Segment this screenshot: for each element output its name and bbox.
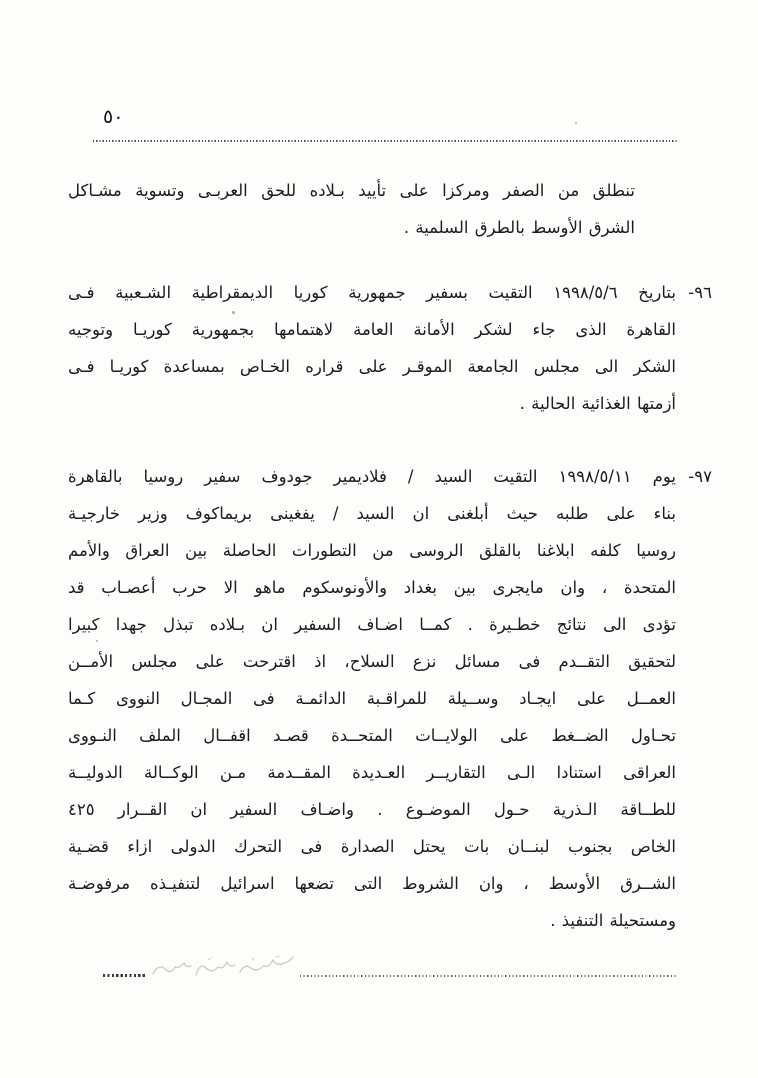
text-line: الشرق الأوسط بالطرق السلمية .: [403, 218, 635, 237]
page-body-text: [68, 172, 712, 939]
paragraph-item-97: [68, 458, 712, 939]
text-line: ومستحيلة التنفيذ .: [550, 911, 676, 930]
text-line: العمــل على ايجـاد وســيلة للمراقـبة الدائمـة فى المجـال النووى كـما: [68, 689, 676, 708]
text-line: روسيا كلفه ابلاغنا بالقلق الروسى من التطورات الحاصلة بين العراق والأمم: [68, 541, 676, 560]
scan-speck: [575, 122, 577, 124]
item-number-97: ٩٧-: [688, 467, 712, 486]
text-line: العراقى استنادا الـى التقاريــر العـديدة المقــدمة مـن الوكــالة الدوليــة: [68, 763, 676, 782]
text-line: المتحدة ، وان مايجرى بين بغداد والأونوسكوم ماهو الا حرب أعصـاب قد: [68, 578, 676, 597]
footer-rule: [300, 975, 678, 977]
scan-speck: [232, 311, 235, 314]
text-line: للطــاقة الـذرية حـول الموضـوع . واضـاف السفير ان القــرار ٤٢٥: [68, 800, 676, 819]
item-96-lines: [68, 274, 676, 422]
text-line: تؤدى الى نتائج خطـيرة . كمــا اضـاف السفير ان بـلاده تبذل جهدا كبيرا: [68, 615, 676, 634]
page-number: ٥٠: [103, 106, 124, 128]
text-line: يوم ١٩٩٨/٥/١١ التقيت السيد / فلاديمير جودوف سفير روسيا بالقاهرة: [68, 467, 676, 486]
text-line: تحـاول الضــغط على الولايــات المتحــدة قصـد اقفــال الملف النـووى: [68, 726, 676, 745]
text-line: لتحقيق التقــدم فى مسائل نزع السلاح، اذ اقترحت على مجلس الأمــن: [68, 652, 676, 671]
text-line: بناء على طلبه حيث أبلغنى ان السيد / يفغينى بريماكوف وزير خارجيـة: [68, 504, 676, 523]
text-line: الشكر الى مجلس الجامعة الموقـر على قراره الخـاص بمساعدة كوريـا فـى: [68, 357, 676, 376]
text-line: أزمتها الغذائية الحالية .: [519, 394, 676, 413]
text-line: تنطلق من الصفر ومركزا على تأييد بـلاده للحق العربـى وتسوية مشـاكل: [68, 181, 635, 200]
scan-speck: [96, 640, 98, 642]
paragraph-item-96: [68, 274, 712, 422]
header-rule: [93, 140, 678, 142]
text-line: الشــرق الأوسط ، وان الشروط التى تضعها اسرائيل لتنفيـذه مرفوضـة: [68, 874, 676, 893]
text-line: الخاص بجنوب لبنــان بات يحتل الصدارة فى التحرك الدولى ازاء قضـية: [68, 837, 676, 856]
item-number-96: ٩٦-: [688, 283, 712, 302]
text-line: القاهرة الذى جاء لشكر الأمانة العامة لاهتمامها بجمهورية كوريـا وتوجيه: [68, 320, 676, 339]
handwritten-note: [148, 948, 298, 986]
item-97-lines: [68, 458, 676, 939]
paragraph-continuation: [68, 172, 635, 246]
footer-dash-rule: [103, 974, 147, 977]
text-line: بتاريخ ١٩٩٨/٥/٦ التقيت بسفير جمهورية كوريا الديمقراطية الشـعبية فـى: [68, 283, 676, 302]
